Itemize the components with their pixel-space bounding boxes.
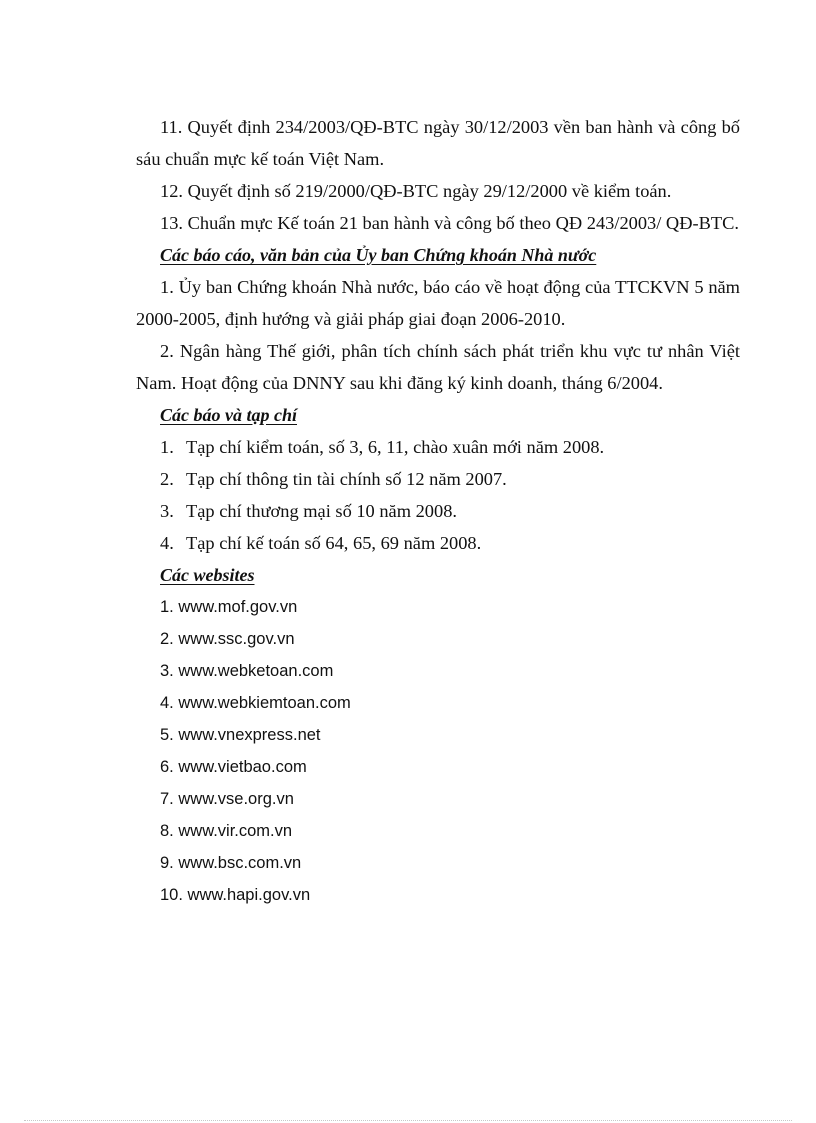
- website-number: 3.: [160, 662, 174, 680]
- journal-item-1: [136, 431, 740, 463]
- report-item-1: [136, 271, 740, 335]
- website-item-3: [136, 655, 740, 687]
- legal-doc-12: [136, 175, 740, 207]
- website-number: 9.: [160, 854, 174, 872]
- section-heading-websites: Các websites: [160, 565, 255, 585]
- legal-doc-13: [136, 207, 740, 239]
- website-item-4: [136, 687, 740, 719]
- section-heading-reports: Các báo cáo, văn bản của Ủy ban Chứng khoán Nhà nước: [160, 245, 597, 265]
- report-text: Ủy ban Chứng khoán Nhà nước, báo cáo về hoạt động của TTCKVN 5 năm 2000-2005, định hướng và giải pháp giai đoạn 2006-2010.: [136, 277, 740, 329]
- journal-text: Tạp chí thông tin tài chính số 12 năm 2007.: [186, 469, 507, 489]
- page-bottom-divider: [24, 1120, 792, 1121]
- section-heading-journals: Các báo và tạp chí: [160, 405, 297, 425]
- website-url: www.ssc.gov.vn: [178, 630, 295, 648]
- website-item-9: [136, 847, 740, 879]
- journal-text: Tạp chí thương mại số 10 năm 2008.: [186, 501, 457, 521]
- reference-list: [136, 111, 740, 911]
- journal-item-3: [136, 495, 740, 527]
- journal-item-2: [136, 463, 740, 495]
- report-number: 2.: [160, 341, 174, 361]
- website-number: 10.: [160, 886, 183, 904]
- legal-doc-11: [136, 111, 740, 175]
- website-item-2: [136, 623, 740, 655]
- website-number: 5.: [160, 726, 174, 744]
- website-item-10: [136, 879, 740, 911]
- website-number: 4.: [160, 694, 174, 712]
- report-item-2: [136, 335, 740, 399]
- website-number: 7.: [160, 790, 174, 808]
- website-url: www.mof.gov.vn: [178, 598, 298, 616]
- legal-doc-number: 11.: [160, 117, 183, 137]
- website-url: www.webketoan.com: [178, 662, 334, 680]
- journal-number: 3.: [160, 501, 174, 521]
- website-url: www.bsc.com.vn: [178, 854, 302, 872]
- journal-number: 1.: [160, 437, 174, 457]
- website-number: 1.: [160, 598, 174, 616]
- website-item-7: [136, 783, 740, 815]
- report-text: Ngân hàng Thế giới, phân tích chính sách phát triển khu vực tư nhân Việt Nam. Hoạt động của DNNY sau khi đăng ký kinh doanh, tháng 6/2004.: [136, 341, 740, 393]
- website-url: www.vnexpress.net: [178, 726, 321, 744]
- website-url: www.webkiemtoan.com: [178, 694, 351, 712]
- journal-text: Tạp chí kế toán số 64, 65, 69 năm 2008.: [186, 533, 482, 553]
- website-url: www.vse.org.vn: [178, 790, 294, 808]
- legal-doc-text: Quyết định số 219/2000/QĐ-BTC ngày 29/12/2000 về kiểm toán.: [187, 181, 672, 201]
- website-number: 6.: [160, 758, 174, 776]
- website-url: www.hapi.gov.vn: [187, 886, 311, 904]
- website-url: www.vir.com.vn: [178, 822, 293, 840]
- journal-number: 2.: [160, 469, 174, 489]
- legal-doc-number: 13.: [160, 213, 183, 233]
- website-item-1: [136, 591, 740, 623]
- legal-doc-text: Quyết định 234/2003/QĐ-BTC ngày 30/12/2003 vền ban hành và công bố sáu chuẩn mực kế toán Việt Nam.: [136, 117, 740, 169]
- legal-doc-number: 12.: [160, 181, 183, 201]
- website-item-8: [136, 815, 740, 847]
- journal-text: Tạp chí kiểm toán, số 3, 6, 11, chào xuân mới năm 2008.: [186, 437, 605, 457]
- journal-number: 4.: [160, 533, 174, 553]
- journal-item-4: [136, 527, 740, 559]
- website-number: 2.: [160, 630, 174, 648]
- website-item-5: [136, 719, 740, 751]
- website-item-6: [136, 751, 740, 783]
- website-number: 8.: [160, 822, 174, 840]
- report-number: 1.: [160, 277, 174, 297]
- legal-doc-text: Chuẩn mực Kế toán 21 ban hành và công bố theo QĐ 243/2003/ QĐ-BTC.: [187, 213, 739, 233]
- website-url: www.vietbao.com: [178, 758, 307, 776]
